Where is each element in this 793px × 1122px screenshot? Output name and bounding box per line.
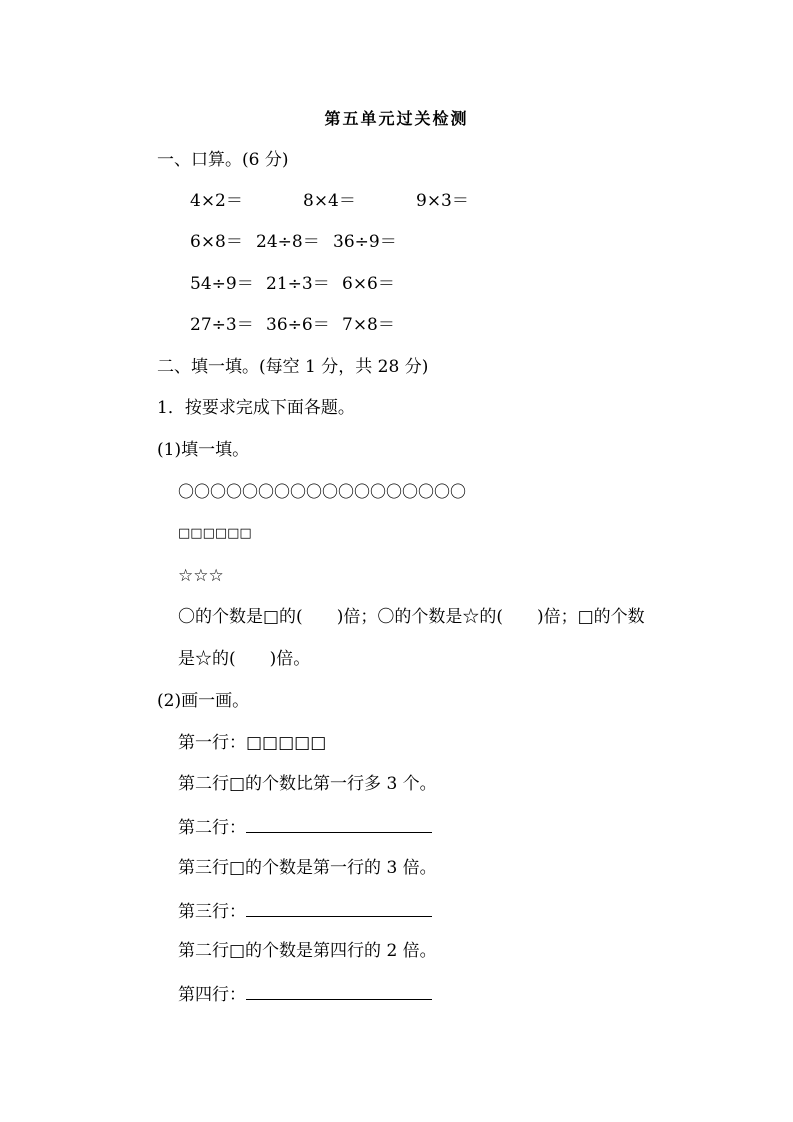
stars-row: ☆☆☆	[178, 566, 224, 586]
math-item: 24÷8＝	[256, 232, 320, 252]
math-item: 54÷9＝	[190, 274, 254, 294]
draw-row-1: 第一行：□□□□□	[178, 733, 327, 753]
part1-label: (1)填一填。	[157, 440, 250, 460]
draw-row-3	[178, 899, 432, 923]
section1-heading: 一、口算。(6 分)	[157, 150, 289, 170]
question-1: 1．按要求完成下面各题。	[157, 398, 355, 418]
answer-blank[interactable]	[246, 899, 432, 917]
math-item: 4×2＝	[190, 191, 243, 211]
math-item: 21÷3＝	[266, 274, 330, 294]
squares-row: □□□□□□	[178, 526, 252, 541]
instruction-1: 第二行□的个数比第一行多 3 个。	[178, 774, 437, 794]
instruction-2: 第三行□的个数是第一行的 3 倍。	[178, 858, 437, 878]
row3-label: 第三行：	[178, 902, 246, 922]
fill-line-2: 是☆的( )倍。	[178, 649, 311, 669]
math-item: 6×6＝	[342, 274, 395, 294]
draw-row-4	[178, 982, 432, 1006]
page-title: 第五单元过关检测	[324, 109, 469, 128]
row2-label: 第二行：	[178, 818, 246, 838]
math-item: 36÷9＝	[333, 232, 397, 252]
circles-row: 〇〇〇〇〇〇〇〇〇〇〇〇〇〇〇〇〇〇	[178, 482, 467, 501]
math-item: 8×4＝	[303, 191, 356, 211]
answer-blank[interactable]	[246, 815, 432, 833]
math-item: 27÷3＝	[190, 315, 254, 335]
row4-label: 第四行：	[178, 985, 246, 1005]
draw-row-2	[178, 815, 432, 839]
math-item: 36÷6＝	[266, 315, 330, 335]
fill-line-1: 〇的个数是□的( )倍；〇的个数是☆的( )倍；□的个数	[178, 607, 645, 627]
instruction-3: 第二行□的个数是第四行的 2 倍。	[178, 941, 437, 961]
math-item: 9×3＝	[416, 191, 469, 211]
section2-heading: 二、填一填。(每空 1 分，共 28 分)	[157, 357, 429, 377]
math-item: 7×8＝	[342, 315, 395, 335]
math-item: 6×8＝	[190, 232, 243, 252]
answer-blank[interactable]	[246, 982, 432, 1000]
part2-label: (2)画一画。	[157, 691, 250, 711]
